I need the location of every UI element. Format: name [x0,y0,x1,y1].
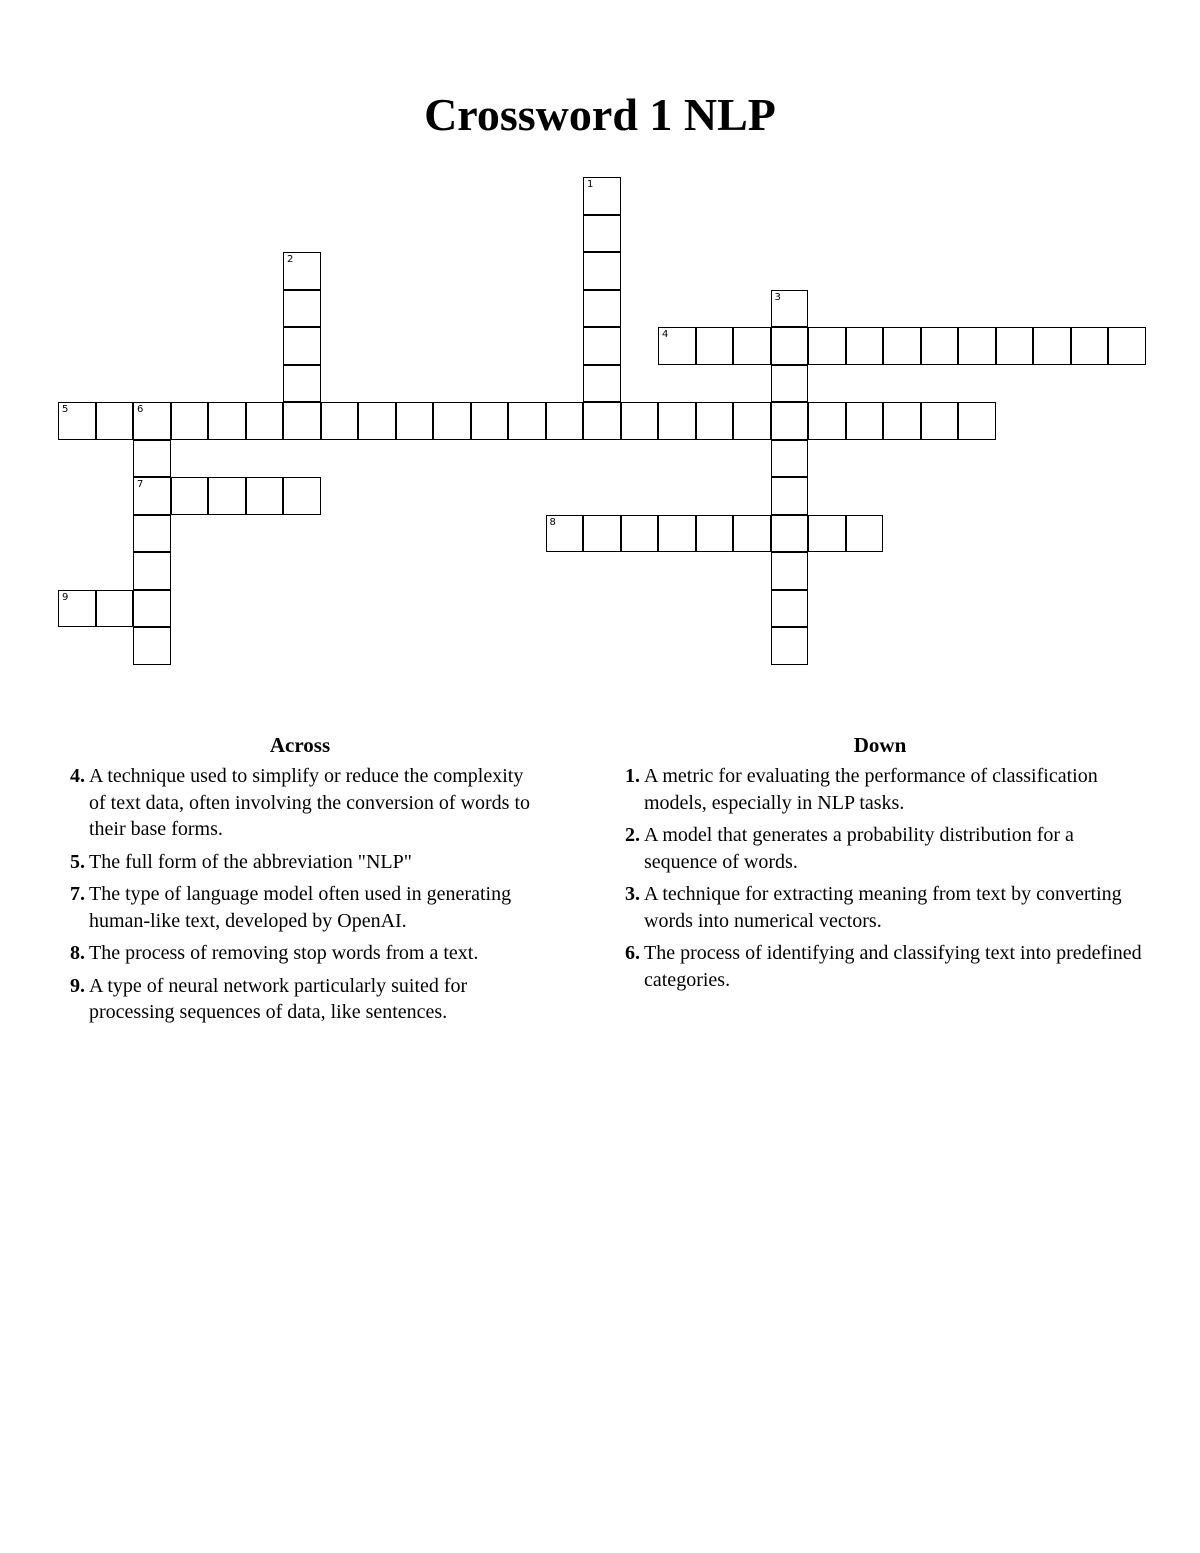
grid-cell[interactable] [133,515,171,553]
cell-number: 4 [662,329,669,340]
grid-cell[interactable] [583,215,621,253]
down-clue-list [615,763,1145,993]
grid-cell[interactable] [208,477,246,515]
clue-text: A type of neural network particularly suited for processing sequences of data, like sentences. [89,974,468,1023]
page-title: Crossword 1 NLP [424,89,776,140]
cell-number: 9 [62,591,69,603]
grid-cell[interactable] [921,402,959,440]
grid-cell[interactable] [621,402,659,440]
cell-number: 1 [587,179,594,190]
cell-number: 3 [774,291,781,303]
grid-cell[interactable] [546,402,584,440]
grid-cell[interactable] [358,402,396,440]
cell-number: 7 [137,479,144,490]
grid-cell[interactable] [133,627,171,665]
grid-cell[interactable] [771,477,809,515]
grid-cell[interactable] [883,327,921,365]
clue-across-7 [60,881,540,934]
grid-cell[interactable] [58,402,96,440]
grid-cell[interactable] [283,402,321,440]
grid-cell[interactable] [171,402,209,440]
grid-cell[interactable] [1071,327,1109,365]
grid-cell[interactable] [133,440,171,478]
grid-cell[interactable] [583,515,621,553]
grid-cell[interactable] [771,290,809,328]
clue-number: 1. [625,765,640,787]
grid-cell[interactable] [696,402,734,440]
grid-cell[interactable] [246,402,284,440]
grid-cell[interactable] [958,402,996,440]
clue-number: 7. [70,883,85,905]
clue-across-9 [60,973,540,1026]
grid-cell[interactable] [321,402,359,440]
grid-cell[interactable] [771,515,809,553]
clue-down-3 [615,881,1145,934]
grid-cell[interactable] [1033,327,1071,365]
grid-cell[interactable] [771,552,809,590]
grid-cell[interactable] [808,402,846,440]
clue-across-8 [60,940,540,967]
clue-number: 5. [70,850,85,873]
grid-cell[interactable] [771,327,809,365]
grid-cell[interactable] [733,515,771,553]
grid-cell[interactable] [771,627,809,665]
grid-cell[interactable] [771,590,809,628]
clue-across-4 [60,763,540,843]
crossword-grid [0,0,1200,700]
down-heading: Down [853,733,907,757]
grid-cell[interactable] [771,365,809,403]
grid-cell[interactable] [171,477,209,515]
grid-cell[interactable] [208,402,246,440]
grid-cell[interactable] [958,327,996,365]
grid-cell[interactable] [996,327,1034,365]
cell-number: 8 [549,516,556,528]
clue-text: A model that generates a probability distribution for a sequence of words. [644,824,1074,873]
grid-cell[interactable] [583,252,621,290]
clue-number: 2. [625,824,640,846]
clue-text: The process of identifying and classifying text into predefined categories. [644,942,1142,991]
grid-cell[interactable] [846,327,884,365]
grid-cell[interactable] [1108,327,1146,365]
grid-cell[interactable] [883,402,921,440]
grid-cell[interactable] [508,402,546,440]
cell-number: 6 [137,404,144,415]
clue-across-5 [60,849,540,876]
across-clues [60,733,540,1032]
grid-cell[interactable] [133,590,171,628]
clue-number: 3. [625,883,640,905]
grid-cell[interactable] [921,327,959,365]
grid-cell[interactable] [658,402,696,440]
clue-text: A technique used to simplify or reduce the complexity of text data, often involving the conversion of words to their base forms. [89,765,531,840]
grid-cell[interactable] [696,515,734,553]
grid-cell[interactable] [846,515,884,553]
grid-cell[interactable] [133,477,171,515]
grid-cell[interactable] [771,440,809,478]
grid-cell[interactable] [733,402,771,440]
clue-down-1 [615,763,1145,816]
grid-cell[interactable] [283,477,321,515]
cell-number: 5 [62,404,69,415]
across-clue-list [60,763,540,1026]
grid-cell[interactable] [96,402,134,440]
clue-text: The type of language model often used in generating human-like text, developed by OpenAI. [89,883,512,932]
grid-cell[interactable] [583,327,621,365]
grid-cell[interactable] [583,402,621,440]
clue-text: The full form of the abbreviation "NLP" [89,850,412,873]
clue-number: 8. [70,942,85,964]
grid-cell[interactable] [658,327,696,365]
grid-cell[interactable] [846,402,884,440]
grid-cell[interactable] [58,590,96,628]
clue-number: 4. [70,765,85,787]
grid-cell[interactable] [658,515,696,553]
clue-text: The process of removing stop words from a text. [89,942,479,964]
grid-cell[interactable] [396,402,434,440]
grid-cell[interactable] [433,402,471,440]
grid-cell[interactable] [771,402,809,440]
grid-cell[interactable] [283,290,321,328]
grid-cell[interactable] [246,477,284,515]
grid-cell[interactable] [133,552,171,590]
grid-cell[interactable] [283,327,321,365]
cell-number: 2 [287,254,294,265]
grid-cell[interactable] [283,252,321,290]
grid-cell[interactable] [583,365,621,403]
grid-cell[interactable] [808,515,846,553]
grid-cell[interactable] [621,515,659,553]
grid-cell[interactable] [583,290,621,328]
across-heading: Across [269,733,331,757]
clue-text: A metric for evaluating the performance of classification models, especially in NLP tasks. [644,765,1098,814]
grid-cell[interactable] [808,327,846,365]
clue-number: 6. [625,942,640,964]
clue-down-6 [615,940,1145,993]
grid-cell[interactable] [283,365,321,403]
grid-cell[interactable] [583,177,621,215]
grid-cell[interactable] [696,327,734,365]
grid-cell[interactable] [733,327,771,365]
grid-cell[interactable] [96,590,134,628]
clue-down-2 [615,822,1145,875]
grid-cell[interactable] [471,402,509,440]
grid-cell[interactable] [546,515,584,553]
clue-text: A technique for extracting meaning from text by converting words into numerical vectors. [644,883,1122,932]
grid-cell[interactable] [133,402,171,440]
down-clues [615,733,1145,999]
clue-number: 9. [70,974,85,997]
